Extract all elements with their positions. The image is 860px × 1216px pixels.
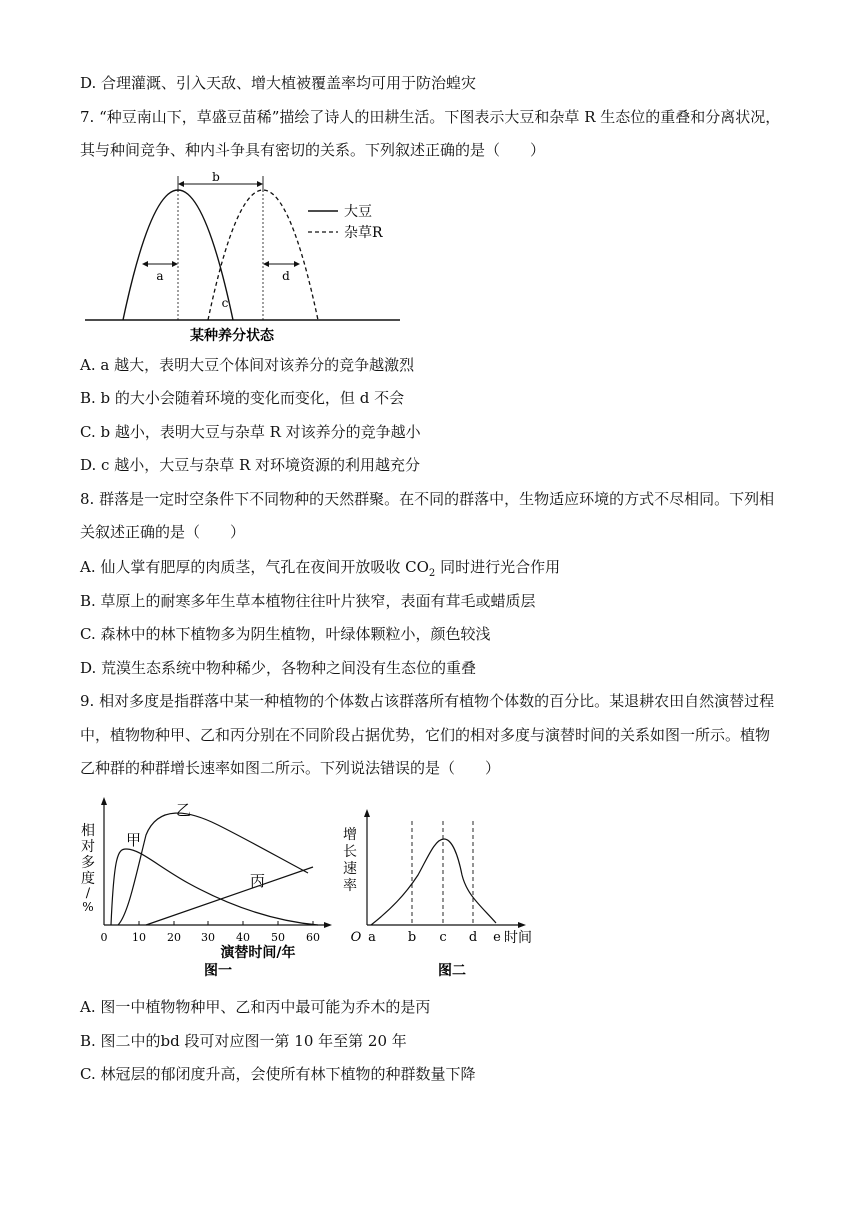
q7-stem-line1: 7. “种豆南山下，草盛豆苗稀”描绘了诗人的田耕生活。下图表示大豆和杂草 R 生态位的重叠和分离状况， xyxy=(80,108,781,126)
q8-option-b: B. 草原上的耐寒多年生草本植物往往叶片狭窄，表面有茸毛或蜡质层 xyxy=(80,592,536,610)
q9-stem-line2: 中，植物物种甲、乙和丙分别在不同阶段占据优势，它们的相对多度与演替时间的关系如图一所示。植物 xyxy=(80,726,771,744)
fig9b-ylabel-2: 速 xyxy=(343,861,357,877)
fig9a-xtick-10: 10 xyxy=(132,931,146,944)
fig9a-xtick-0: 0 xyxy=(100,931,108,944)
fig9a-xtick-40: 40 xyxy=(236,931,250,944)
q9-figure-1 xyxy=(78,795,338,985)
fig9a-curve-bing xyxy=(146,867,313,925)
fig9a-curve-jia xyxy=(111,849,318,925)
fig9b-origin: O xyxy=(350,930,362,945)
fig9b-xtick-a: a xyxy=(368,930,376,945)
fig9b-ylabel-0: 增 xyxy=(343,827,357,843)
fig7-xlabel: 某种养分状态 xyxy=(190,328,274,344)
fig9a-ylabel-1: 对 xyxy=(81,839,95,855)
q7-stem-line2: 其与种间竞争、种内斗争具有密切的关系。下列叙述正确的是（ ） xyxy=(80,141,546,159)
q6-option-d: D. 合理灌溉、引入天敌、增大植被覆盖率均可用于防治蝗灾 xyxy=(80,74,477,92)
fig9a-ylabel-5: % xyxy=(82,900,94,914)
fig7-legend-weed: 杂草R xyxy=(344,225,383,241)
fig9a-xtick-60: 60 xyxy=(306,931,320,944)
fig9a-xtick-50: 50 xyxy=(271,931,285,944)
q8-stem-line1: 8. 群落是一定时空条件下不同物种的天然群聚。在不同的群落中，生物适应环境的方式不尽相同。下列相 xyxy=(80,490,775,508)
q8-option-a-sub: 2 xyxy=(428,568,436,579)
fig9a-label-jia: 甲 xyxy=(126,831,142,849)
q9-option-a: A. 图一中植物物种甲、乙和丙中最可能为乔木的是丙 xyxy=(80,998,431,1016)
fig9a-xtick-30: 30 xyxy=(201,931,215,944)
fig9b-ylabel-3: 率 xyxy=(343,878,357,894)
q8-option-c: C. 森林中的林下植物多为阴生植物，叶绿体颗粒小，颜色较浅 xyxy=(80,625,491,643)
fig9b-caption: 图二 xyxy=(438,963,466,979)
q9-stem-line3: 乙种群的种群增长速率如图二所示。下列说法错误的是（ ） xyxy=(80,759,501,777)
q7-option-d: D. c 越小，大豆与杂草 R 对环境资源的利用越充分 xyxy=(80,456,421,474)
fig9b-xlabel: 时间 xyxy=(504,930,532,946)
q9-option-b: B. 图二中的bd 段可对应图一第 10 年至第 20 年 xyxy=(80,1032,407,1050)
q8-option-a xyxy=(80,557,560,584)
fig9b-xtick-c: c xyxy=(439,930,447,945)
fig7-label-c: c xyxy=(221,296,229,310)
fig9a-ylabel-4: / xyxy=(85,886,91,901)
fig9b-xtick-b: b xyxy=(407,930,417,945)
q9-option-c: C. 林冠层的郁闭度升高，会使所有林下植物的种群数量下降 xyxy=(80,1065,476,1083)
fig9b-xtick-e: e xyxy=(493,930,501,945)
fig9a-caption: 图一 xyxy=(204,963,232,979)
fig9b-growth-curve xyxy=(371,839,496,925)
fig9a-curve-yi xyxy=(118,813,308,925)
fig9a-xlabel: 演替时间/年 xyxy=(220,945,296,961)
q7-option-a: A. a 越大，表明大豆个体间对该养分的竞争越激烈 xyxy=(80,356,415,374)
q8-option-a-after: 同时进行光合作用 xyxy=(435,558,561,576)
q7-niche-figure xyxy=(80,170,400,350)
fig9a-label-bing: 丙 xyxy=(250,872,266,890)
q8-option-d: D. 荒漠生态系统中物种稀少，各物种之间没有生态位的重叠 xyxy=(80,659,477,677)
q9-figure-2 xyxy=(340,795,550,985)
fig7-label-a: a xyxy=(156,269,164,283)
fig7-label-b: b xyxy=(212,170,220,184)
fig9a-ylabel-2: 多 xyxy=(81,855,95,871)
fig9a-ylabel-0: 相 xyxy=(81,823,95,839)
q8-option-a-before: A. 仙人掌有肥厚的肉质茎，气孔在夜间开放吸收 CO xyxy=(80,558,429,576)
fig9a-ylabel-3: 度 xyxy=(81,871,95,887)
q7-option-b: B. b 的大小会随着环境的变化而变化，但 d 不会 xyxy=(80,389,405,407)
fig9b-xtick-d: d xyxy=(468,930,478,945)
fig7-legend-soy: 大豆 xyxy=(344,204,372,220)
fig7-label-d: d xyxy=(282,269,290,283)
q7-option-c: C. b 越小，表明大豆与杂草 R 对该养分的竞争越小 xyxy=(80,423,421,441)
q8-stem-line2: 关叙述正确的是（ ） xyxy=(80,523,246,541)
fig9a-xtick-20: 20 xyxy=(167,931,181,944)
fig9a-label-yi: 乙 xyxy=(176,801,192,819)
q9-stem-line1: 9. 相对多度是指群落中某一种植物的个体数占该群落所有植物个体数的百分比。某退耕农田自然演替过程 xyxy=(80,692,775,710)
fig9b-ylabel-1: 长 xyxy=(343,844,357,860)
